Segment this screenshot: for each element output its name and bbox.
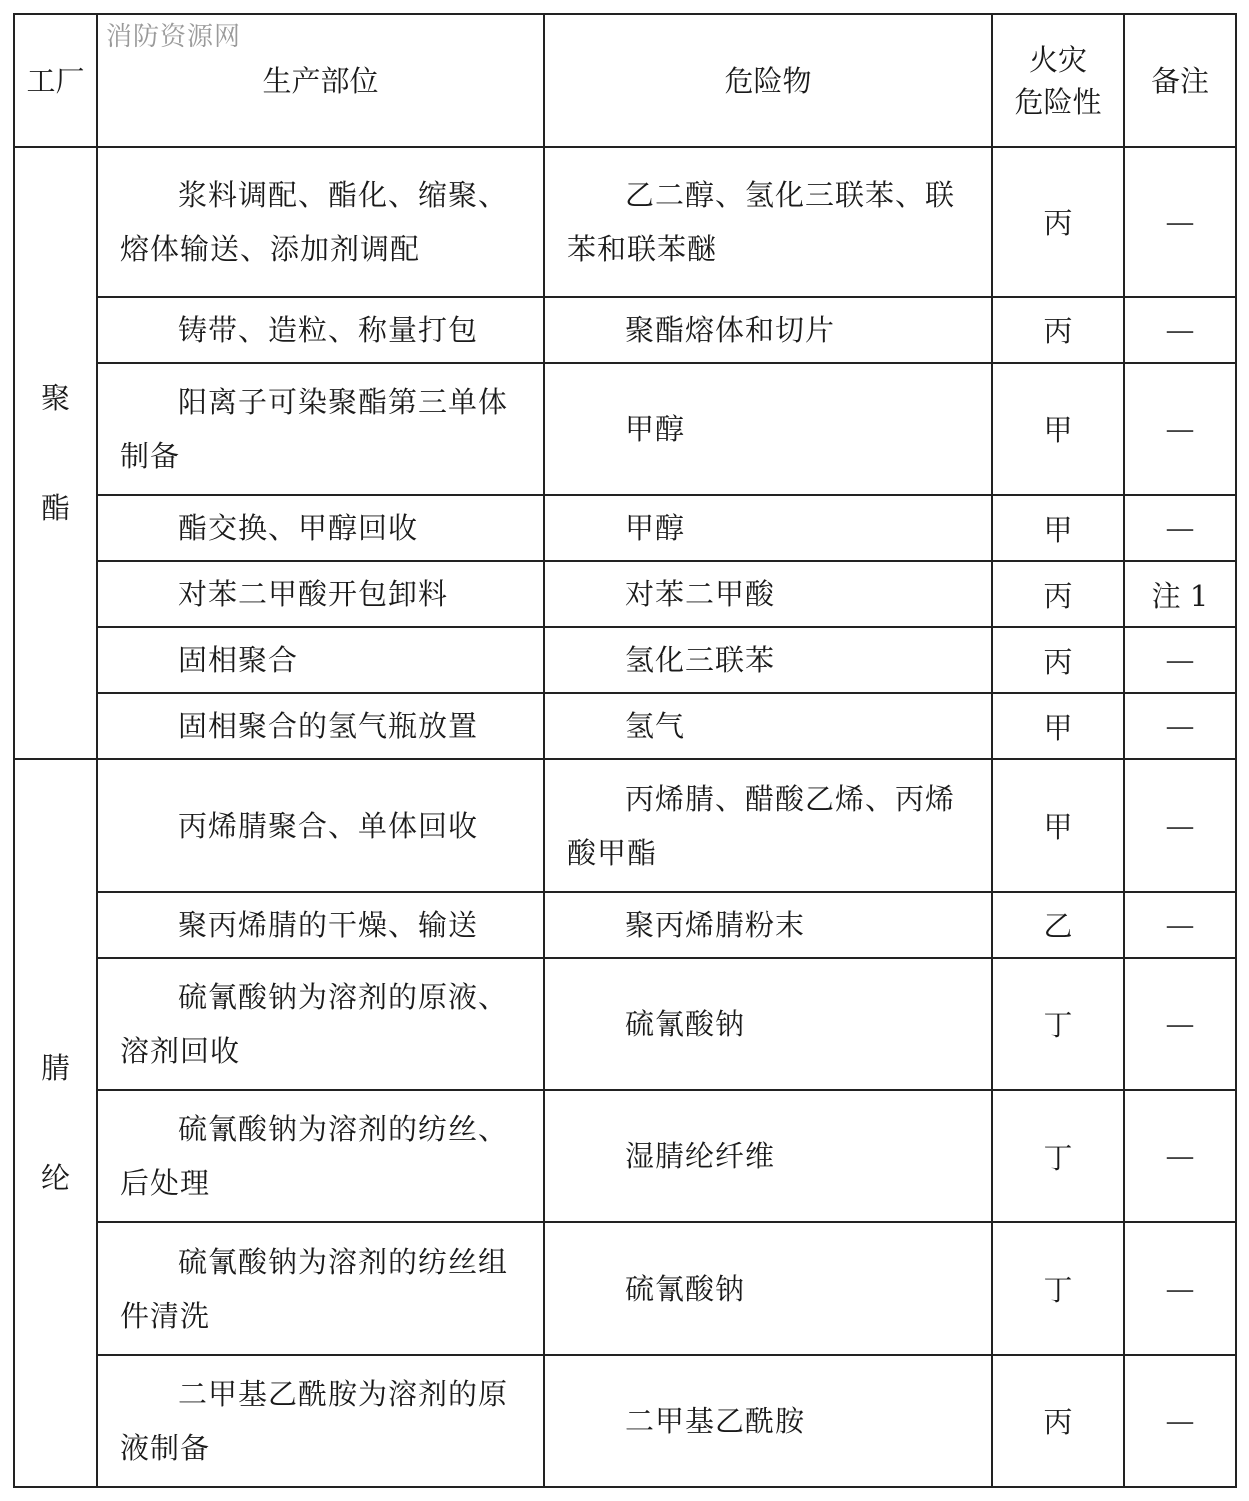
hazard-cell: 硫氰酸钠 xyxy=(544,1222,992,1354)
part-cell: 硫氰酸钠为溶剂的纺丝组件清洗 xyxy=(97,1222,544,1354)
factory-char: 腈 xyxy=(40,1051,70,1086)
note-cell: 注 1 xyxy=(1124,561,1236,627)
header-fire-line2: 危险性 xyxy=(1014,84,1102,119)
fire-class-cell: 丁 xyxy=(992,1222,1124,1354)
fire-class-cell: 丙 xyxy=(992,147,1124,296)
hazard-cell: 丙烯腈、醋酸乙烯、丙烯酸甲酯 xyxy=(544,759,992,891)
fire-hazard-table xyxy=(13,13,1237,1488)
table-row xyxy=(14,958,1236,1090)
part-cell: 聚丙烯腈的干燥、输送 xyxy=(97,892,544,958)
hazard-cell: 氢化三联苯 xyxy=(544,627,992,693)
part-cell: 阳离子可染聚酯第三单体制备 xyxy=(97,363,544,495)
note-cell: — xyxy=(1124,1090,1236,1222)
hazard-cell: 二甲基乙酰胺 xyxy=(544,1355,992,1487)
factory-cell-polyester xyxy=(14,147,97,759)
note-cell: — xyxy=(1124,1222,1236,1354)
part-cell: 固相聚合 xyxy=(97,627,544,693)
part-cell: 二甲基乙酰胺为溶剂的原液制备 xyxy=(97,1355,544,1487)
factory-char: 酯 xyxy=(40,491,70,526)
table-row xyxy=(14,693,1236,759)
table-row xyxy=(14,363,1236,495)
fire-class-cell: 甲 xyxy=(992,363,1124,495)
factory-char: 纶 xyxy=(40,1161,70,1196)
header-fire xyxy=(992,14,1124,147)
table-row xyxy=(14,892,1236,958)
fire-class-cell: 丙 xyxy=(992,561,1124,627)
part-cell: 对苯二甲酸开包卸料 xyxy=(97,561,544,627)
fire-class-cell: 丁 xyxy=(992,1090,1124,1222)
table-row xyxy=(14,759,1236,891)
table-row xyxy=(14,495,1236,561)
table-row xyxy=(14,297,1236,363)
hazard-cell: 硫氰酸钠 xyxy=(544,958,992,1090)
note-cell: — xyxy=(1124,1355,1236,1487)
note-cell: — xyxy=(1124,958,1236,1090)
note-cell: — xyxy=(1124,495,1236,561)
header-hazard: 危险物 xyxy=(544,14,992,147)
fire-class-cell: 甲 xyxy=(992,495,1124,561)
watermark: 消防资源网 xyxy=(106,22,242,52)
hazard-cell: 聚酯熔体和切片 xyxy=(544,297,992,363)
fire-class-cell: 甲 xyxy=(992,693,1124,759)
part-cell: 硫氰酸钠为溶剂的原液、溶剂回收 xyxy=(97,958,544,1090)
table-row xyxy=(14,561,1236,627)
fire-class-cell: 丁 xyxy=(992,958,1124,1090)
note-cell: — xyxy=(1124,892,1236,958)
part-cell: 丙烯腈聚合、单体回收 xyxy=(97,759,544,891)
hazard-cell: 聚丙烯腈粉末 xyxy=(544,892,992,958)
fire-class-cell: 丙 xyxy=(992,1355,1124,1487)
header-note: 备注 xyxy=(1124,14,1236,147)
note-cell: — xyxy=(1124,363,1236,495)
note-cell: — xyxy=(1124,759,1236,891)
note-cell: — xyxy=(1124,693,1236,759)
part-cell: 硫氰酸钠为溶剂的纺丝、后处理 xyxy=(97,1090,544,1222)
fire-class-cell: 丙 xyxy=(992,627,1124,693)
table-row xyxy=(14,1090,1236,1222)
hazard-cell: 氢气 xyxy=(544,693,992,759)
note-cell: — xyxy=(1124,627,1236,693)
hazard-cell: 甲醇 xyxy=(544,363,992,495)
part-cell: 铸带、造粒、称量打包 xyxy=(97,297,544,363)
table-row xyxy=(14,1355,1236,1487)
hazard-cell: 湿腈纶纤维 xyxy=(544,1090,992,1222)
fire-class-cell: 乙 xyxy=(992,892,1124,958)
note-cell: — xyxy=(1124,147,1236,296)
factory-cell-acrylic xyxy=(14,759,97,1487)
table-row xyxy=(14,147,1236,296)
fire-class-cell: 甲 xyxy=(992,759,1124,891)
hazard-cell: 乙二醇、氢化三联苯、联苯和联苯醚 xyxy=(544,147,992,296)
factory-char: 聚 xyxy=(40,381,70,416)
header-fire-line1: 火灾 xyxy=(1028,42,1087,77)
hazard-cell: 对苯二甲酸 xyxy=(544,561,992,627)
part-cell: 酯交换、甲醇回收 xyxy=(97,495,544,561)
part-cell: 浆料调配、酯化、缩聚、熔体输送、添加剂调配 xyxy=(97,147,544,296)
note-cell: — xyxy=(1124,297,1236,363)
hazard-cell: 甲醇 xyxy=(544,495,992,561)
fire-class-cell: 丙 xyxy=(992,297,1124,363)
table-row xyxy=(14,627,1236,693)
header-row xyxy=(14,14,1236,147)
header-part: 生产部位 xyxy=(97,14,544,147)
header-factory: 工厂 xyxy=(14,14,97,147)
table-row xyxy=(14,1222,1236,1354)
part-cell: 固相聚合的氢气瓶放置 xyxy=(97,693,544,759)
